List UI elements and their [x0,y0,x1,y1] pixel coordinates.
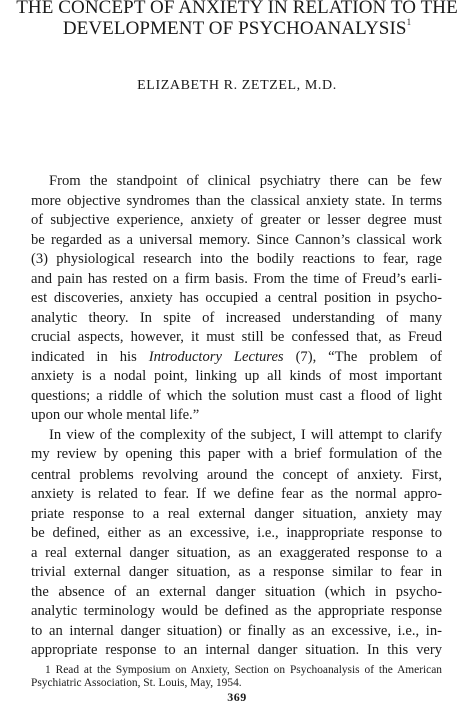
body-line: to an internal danger situation) or finally as an excessive, i.e., in- [31,622,442,639]
footnote-line: Psychiatric Association, St. Louis, May, 1954. [31,676,242,689]
body-line: upon our whole mental life.” [31,407,200,423]
body-line: be defined, either as an excessive, i.e., inappropriate response to [31,525,442,541]
body-line: a real external danger situation, as an exaggerated response to a [31,544,442,561]
body-line: my review by opening this paper with a brief formulation of the [31,446,442,462]
footnote-line [45,663,442,677]
body-line: appropriate response to an internal danger situation. In this very [31,642,442,658]
body-line: analytic terminology would be defined as the appropriate response [31,603,442,619]
body-line: of subjective experience, anxiety of greater or lesser degree must [31,212,442,228]
book-title-italic: Introductory Lectures [148,348,284,365]
footnote-marker: 1 [45,663,56,676]
body-line: est discoveries, anxiety has occupied a central position in psycho- [31,290,442,306]
body-line: questions; a riddle of which the solution must cast a flood of light [31,387,442,404]
body-line: anxiety is related to fear. If we define fear as the normal appro- [31,486,442,502]
title-footnote-marker: 1 [406,17,412,27]
body-line: the absence of an external danger situation (which in psycho- [31,583,442,600]
body-line: From the standpoint of clinical psychiatry there can be few [49,173,442,189]
body-line: In view of the complexity of the subject, I will attempt to clarify [49,426,442,443]
body-line-text: (7), “The problem of [295,348,442,365]
footnote-text: Read at the Symposium on Anxiety, Section on Psychoanalysis of the American [55,663,442,676]
body-line: central problems revolving around the concept of anxiety. First, [31,466,442,483]
body-line [31,348,442,368]
page-number: 369 [227,689,247,704]
body-line: trivial external danger situation, as a response similar to fear in [31,564,442,580]
body-line: crucial aspects, however, it must still be confessed that, as Freud [31,329,442,345]
author-name: ELIZABETH R. ZETZEL, M.D. [137,78,337,93]
article-title-line-1: THE CONCEPT OF ANXIETY IN RELATION TO THE [16,0,458,18]
body-line: (3) physiological research into the bodily reactions to fear, rage [31,251,442,267]
body-line: priate response to a real external danger situation, anxiety may [31,505,442,522]
body-line: anxiety is a nodal point, linking up all kinds of most important [31,368,442,384]
body-line: more objective syndromes than the classical anxiety state. In terms [31,192,442,209]
body-line: analytic theory. In spite of increased understanding of many [31,309,442,326]
article-title-line-2: DEVELOPMENT OF PSYCHOANALYSIS$^1$ [62,17,412,39]
body-line: be regarded as a universal memory. Since Cannon’s classical work [31,231,442,248]
body-line: and pain has rested on a firm basis. From the time of Freud’s earli- [31,270,442,287]
body-line-text: indicated in his [31,348,137,365]
